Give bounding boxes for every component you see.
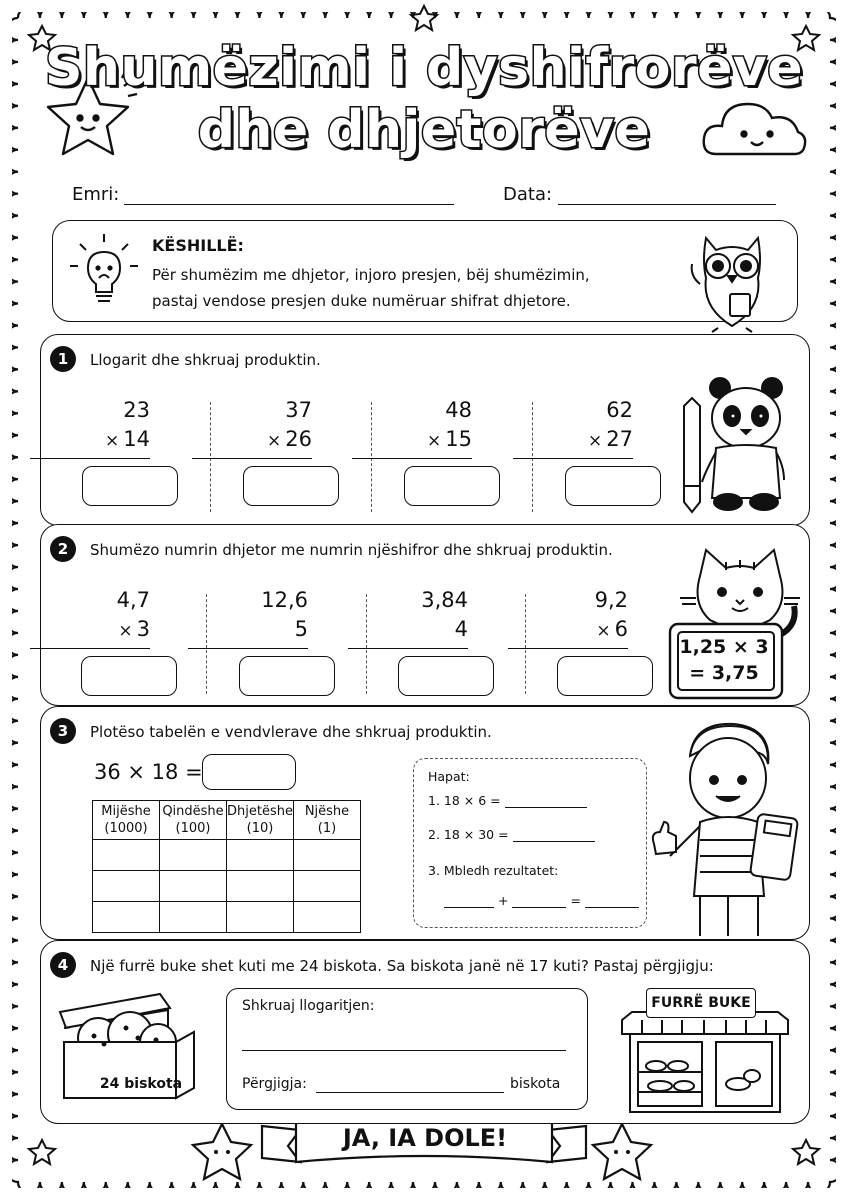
multiplicand: 48 (445, 398, 472, 422)
times-sign: × (588, 431, 603, 451)
table-cell[interactable] (294, 902, 361, 933)
lightbulb-icon (66, 230, 142, 310)
multiplier: 15 (445, 427, 472, 451)
header-name: Dhjetëshe (227, 804, 293, 819)
table-cell[interactable] (93, 902, 160, 933)
section-2-number: 2 (50, 536, 76, 562)
problem-2-4 (508, 586, 628, 649)
answer-box[interactable] (398, 656, 494, 696)
header-value: (1000) (104, 821, 148, 836)
table-cell[interactable] (227, 840, 294, 871)
answer-box[interactable] (557, 656, 653, 696)
section-1-number: 1 (50, 346, 76, 372)
column-header (160, 801, 227, 840)
date-field[interactable] (558, 204, 776, 205)
table-cell[interactable] (93, 840, 160, 871)
smiling-star-icon (193, 1124, 251, 1179)
table-cell[interactable] (160, 840, 227, 871)
main-equation: 36 × 18 = (94, 760, 203, 784)
answer-box[interactable] (239, 656, 335, 696)
name-label: Emri: (72, 184, 120, 205)
cookie-box-label: 24 biskota (99, 1076, 183, 1092)
table-cell[interactable] (160, 902, 227, 933)
problem-1-4 (513, 396, 633, 459)
header-name: Njëshe (304, 804, 350, 819)
section-2-instruction: Shumëzo numrin dhjetor me numrin njëshifror dhe shkruaj produktin. (90, 541, 613, 559)
tip-text (152, 262, 672, 314)
multiplier: 3 (136, 617, 150, 641)
step-1-answer-line[interactable] (505, 807, 587, 808)
addend-1-line[interactable] (444, 907, 494, 908)
page-title-line-2: dhe dhjetorëve (197, 100, 651, 160)
table-cell[interactable] (227, 902, 294, 933)
example-board (670, 634, 778, 686)
section-1-instruction: Llogarit dhe shkruaj produktin. (90, 351, 321, 369)
multiplicand: 62 (606, 398, 633, 422)
problem-1-3 (352, 396, 472, 459)
plus-sign: + (497, 893, 509, 908)
multiplier: 4 (454, 617, 468, 641)
problem-2-2 (188, 586, 308, 649)
multiplicand: 23 (123, 398, 150, 422)
section-3-number: 3 (50, 718, 76, 744)
problem-1-1 (30, 396, 150, 459)
boy-with-calculator-icon (648, 716, 808, 936)
section-4-instruction: Një furrë buke shet kuti me 24 biskota. Sa biskota janë në 17 kuti? Pastaj përgjigju: (90, 957, 714, 975)
addend-2-line[interactable] (512, 907, 566, 908)
problem-2-1 (30, 586, 150, 649)
multiplier: 26 (285, 427, 312, 451)
steps-title: Hapat: (428, 769, 470, 784)
multiplicand: 9,2 (594, 588, 628, 612)
step-2-answer-line[interactable] (513, 841, 595, 842)
table-cell[interactable] (93, 871, 160, 902)
table-cell[interactable] (294, 871, 361, 902)
header-name: Qindëshe (162, 804, 224, 819)
step-2: 2. 18 × 30 = (428, 827, 509, 842)
multiplicand: 37 (285, 398, 312, 422)
date-label: Data: (503, 184, 553, 205)
table-row (93, 840, 361, 871)
star-icon (29, 1140, 55, 1164)
multiplier: 27 (606, 427, 633, 451)
name-field[interactable] (124, 204, 454, 205)
answer-box[interactable] (404, 466, 500, 506)
owl-icon (682, 228, 782, 334)
multiplier: 5 (294, 617, 308, 641)
column-header (227, 801, 294, 840)
problem-1-2 (192, 396, 312, 459)
answer-box[interactable] (243, 466, 339, 506)
section-3-instruction: Plotëso tabelën e vendvlerave dhe shkruaj produktin. (90, 723, 492, 741)
work-label: Shkruaj llogaritjen: (242, 998, 375, 1014)
table-cell[interactable] (160, 871, 227, 902)
header-value: (10) (246, 821, 274, 836)
section-4-number: 4 (50, 952, 76, 978)
multiplier: 14 (123, 427, 150, 451)
times-sign: × (267, 431, 282, 451)
table-cell[interactable] (227, 871, 294, 902)
times-sign: × (427, 431, 442, 451)
column-header (294, 801, 361, 840)
answer-line[interactable] (316, 1092, 504, 1093)
answer-unit: biskota (510, 1076, 561, 1092)
tip-line-1: Për shumëzim me dhjetor, injoro presjen, bëj shumëzimin, (152, 266, 590, 284)
times-sign: × (105, 431, 120, 451)
column-header (93, 801, 160, 840)
page-title-line-1: Shumëzimi i dyshifrorëve (44, 38, 804, 98)
board-line-1: 1,25 × 3 (679, 636, 769, 658)
times-sign: × (118, 621, 133, 641)
header-name: Mijëshe (101, 804, 151, 819)
smiling-star-icon (593, 1124, 651, 1179)
steps-box (413, 758, 647, 928)
bakery-sign: FURRË BUKE (646, 988, 756, 1018)
table-row (93, 902, 361, 933)
table-cell[interactable] (294, 840, 361, 871)
step-1: 1. 18 × 6 = (428, 793, 501, 808)
header-value: (1) (317, 821, 337, 836)
sum-line[interactable] (585, 907, 639, 908)
tip-title: KËSHILLË: (152, 236, 244, 255)
place-value-table (92, 800, 361, 933)
panda-with-pencil-icon (676, 376, 794, 514)
answer-box[interactable] (82, 466, 178, 506)
multiplicand: 4,7 (116, 588, 150, 612)
board-line-2: = 3,75 (689, 662, 759, 684)
multiplier: 6 (614, 617, 628, 641)
header-value: (100) (175, 821, 211, 836)
answer-box[interactable] (202, 754, 296, 790)
multiplicand: 3,84 (421, 588, 468, 612)
times-sign: × (596, 621, 611, 641)
footer-banner-text: JA, IA DOLE! (342, 1124, 508, 1152)
answer-label: Përgjigja: (242, 1076, 307, 1092)
work-line[interactable] (242, 1050, 566, 1051)
answer-box[interactable] (81, 656, 177, 696)
step-3: 3. Mbledh rezultatet: (428, 863, 559, 878)
star-icon (411, 6, 437, 30)
problem-2-3 (348, 586, 468, 649)
table-row (93, 871, 361, 902)
multiplicand: 12,6 (261, 588, 308, 612)
answer-box[interactable] (565, 466, 661, 506)
tip-line-2: pastaj vendose presjen duke numëruar shifrat dhjetore. (152, 292, 571, 310)
star-icon (793, 1140, 819, 1164)
equals-sign: = (570, 893, 581, 908)
